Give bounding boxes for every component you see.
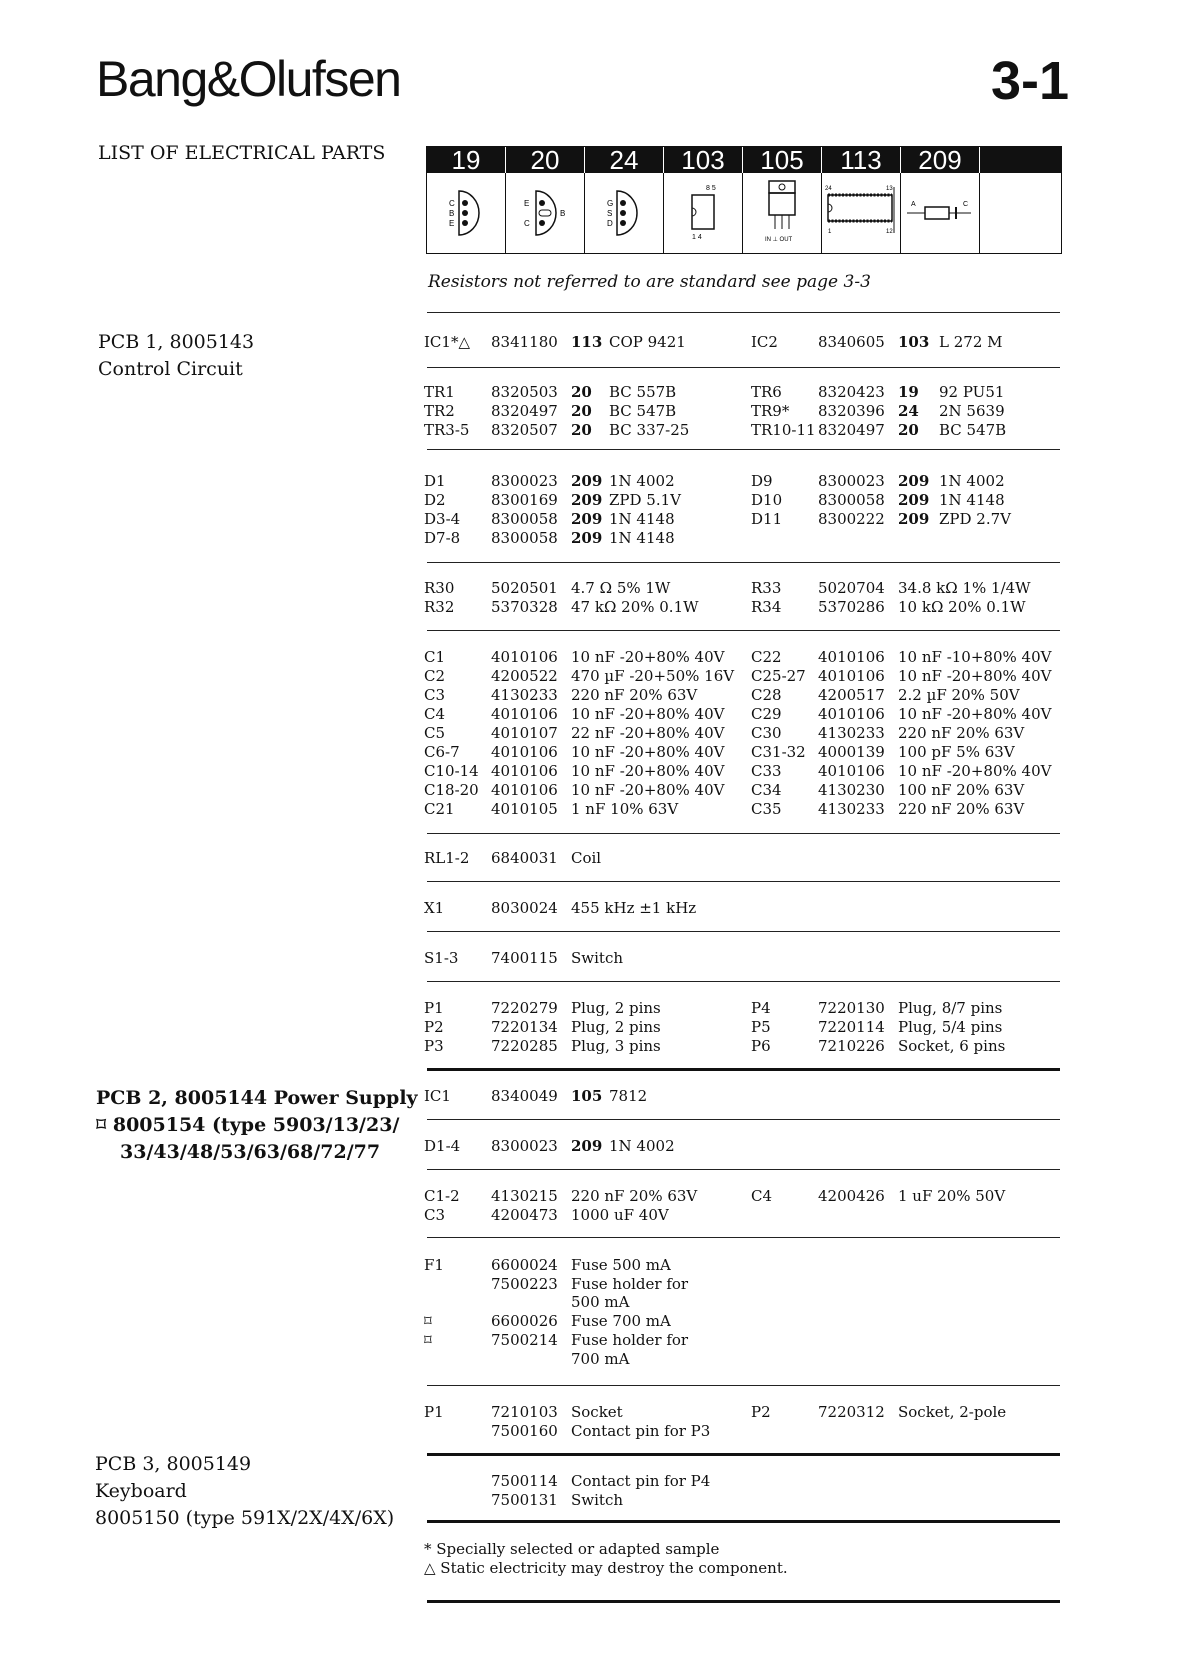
pkg-header-20: 20 bbox=[506, 147, 585, 173]
part-no-cell: 8320507 bbox=[491, 421, 558, 439]
value2-cell: Plug, 8/7 pins bbox=[898, 999, 1003, 1017]
value2-cell: Socket, 2-pole bbox=[898, 1403, 1007, 1421]
ref2-cell: C28 bbox=[751, 686, 782, 704]
ref-cell: C2 bbox=[424, 667, 446, 685]
value-cell: Socket bbox=[571, 1403, 623, 1421]
part-no-cell: 7500214 bbox=[491, 1331, 558, 1349]
part-no-cell: 4010106 bbox=[491, 762, 558, 780]
pkg-cell: 20 bbox=[571, 421, 592, 439]
pin-s-label: S bbox=[607, 209, 613, 218]
section-pcb2-line3: 33/43/48/53/63/68/72/77 bbox=[120, 1141, 381, 1163]
value-cell: Plug, 2 pins bbox=[571, 999, 661, 1017]
pkg-cell: 209 bbox=[571, 1137, 603, 1155]
part-no-cell: 7220279 bbox=[491, 999, 558, 1017]
value-cell: Contact pin for P4 bbox=[571, 1472, 711, 1490]
ref-cell: RL1-2 bbox=[424, 849, 470, 867]
part-no-cell: 8300058 bbox=[491, 529, 558, 547]
part-no-cell: 6840031 bbox=[491, 849, 558, 867]
pkg-header-empty bbox=[980, 147, 1060, 173]
ref-cell: R30 bbox=[424, 579, 455, 597]
pin-c-label: C bbox=[449, 199, 455, 208]
part-no-cell: 8320503 bbox=[491, 383, 558, 401]
diode-icon bbox=[901, 173, 979, 253]
ref2-cell: R33 bbox=[751, 579, 782, 597]
footnote-static: △ Static electricity may destroy the component. bbox=[424, 1559, 788, 1577]
ref2-cell: D9 bbox=[751, 472, 773, 490]
pin-b-label: B bbox=[560, 209, 566, 218]
rule bbox=[427, 367, 1060, 368]
part-no2-cell: 4010106 bbox=[818, 705, 885, 723]
value2-cell: 100 pF 5% 63V bbox=[898, 743, 1015, 761]
rule bbox=[427, 1169, 1060, 1170]
part-no2-cell: 5020704 bbox=[818, 579, 885, 597]
pin-c-label: C bbox=[524, 219, 530, 228]
pkg-header-105: 105 bbox=[743, 147, 822, 173]
part-no-cell: 7220134 bbox=[491, 1018, 558, 1036]
pin-d-label: D bbox=[607, 219, 613, 228]
value-cell: 1N 4148 bbox=[609, 529, 675, 547]
value2-cell: 2N 5639 bbox=[939, 402, 1005, 420]
ref-cell: D1 bbox=[424, 472, 446, 490]
part-no-cell: 7210103 bbox=[491, 1403, 558, 1421]
value-cell: 470 µF -20+50% 16V bbox=[571, 667, 735, 685]
value2-cell: 220 nF 20% 63V bbox=[898, 800, 1025, 818]
value2-cell: ZPD 2.7V bbox=[939, 510, 1011, 528]
ref2-cell: TR10-11 bbox=[751, 421, 816, 439]
pin-label: IN ⊥ OUT bbox=[765, 237, 793, 243]
ref2-cell: P2 bbox=[751, 1403, 771, 1421]
value2-cell: Socket, 6 pins bbox=[898, 1037, 1006, 1055]
ref-cell: R32 bbox=[424, 598, 455, 616]
value-cell: Coil bbox=[571, 849, 602, 867]
page-number: 3-1 bbox=[990, 51, 1069, 111]
part-no-cell: 8300058 bbox=[491, 510, 558, 528]
part-no2-cell: 8320396 bbox=[818, 402, 885, 420]
value-cell: 500 mA bbox=[571, 1293, 630, 1311]
ref2-cell: C25-27 bbox=[751, 667, 806, 685]
part-no-cell: 4200522 bbox=[491, 667, 558, 685]
part-no2-cell: 4200517 bbox=[818, 686, 885, 704]
pin-1-label: 1 bbox=[828, 229, 832, 235]
value2-cell: 34.8 kΩ 1% 1/4W bbox=[898, 579, 1031, 597]
rule bbox=[427, 1385, 1060, 1386]
ref-cell: P2 bbox=[424, 1018, 444, 1036]
rule-thick bbox=[427, 1600, 1060, 1603]
value2-cell: Plug, 5/4 pins bbox=[898, 1018, 1003, 1036]
rule bbox=[427, 881, 1060, 882]
ref2-cell: TR6 bbox=[751, 383, 782, 401]
pkg-cell: 209 bbox=[571, 472, 603, 490]
part-no2-cell: 8300222 bbox=[818, 510, 885, 528]
value-cell: Contact pin for P3 bbox=[571, 1422, 711, 1440]
value-cell: Fuse 700 mA bbox=[571, 1312, 671, 1330]
part-no-cell: 4010106 bbox=[491, 648, 558, 666]
pkg-cell: 209 bbox=[571, 491, 603, 509]
value-cell: 220 nF 20% 63V bbox=[571, 1187, 698, 1205]
rule bbox=[427, 833, 1060, 834]
value-cell: 7812 bbox=[609, 1087, 648, 1105]
part-no2-cell: 7220114 bbox=[818, 1018, 885, 1036]
value2-cell: 2.2 µF 20% 50V bbox=[898, 686, 1020, 704]
pin-g-label: G bbox=[607, 199, 614, 208]
part-no2-cell: 5370286 bbox=[818, 598, 885, 616]
pkg-113-drawing bbox=[822, 173, 901, 253]
value2-cell: 10 nF -10+80% 40V bbox=[898, 648, 1052, 666]
rule-thick bbox=[427, 1453, 1060, 1456]
rule bbox=[427, 1237, 1060, 1238]
pin-24-label: 24 bbox=[825, 186, 832, 192]
section-pcb3 bbox=[95, 1451, 394, 1532]
value-cell: Switch bbox=[571, 1491, 624, 1509]
footnote-selected: * Specially selected or adapted sample bbox=[424, 1540, 720, 1558]
value-cell: 1000 uF 40V bbox=[571, 1206, 669, 1224]
value-cell: 1N 4002 bbox=[609, 1137, 675, 1155]
rule-thick bbox=[427, 1068, 1060, 1071]
ref2-cell: C35 bbox=[751, 800, 782, 818]
dil24-icon bbox=[822, 173, 900, 253]
section-pcb2-title: PCB 2, 8005144 Power Supply bbox=[96, 1087, 418, 1109]
part-no2-cell: 4010106 bbox=[818, 648, 885, 666]
pkg2-cell: 103 bbox=[898, 333, 930, 351]
ref2-cell: C22 bbox=[751, 648, 782, 666]
pin-e-label: E bbox=[524, 199, 530, 208]
ref-cell: TR2 bbox=[424, 402, 455, 420]
ref-cell: C21 bbox=[424, 800, 455, 818]
part-no-cell: 4010106 bbox=[491, 781, 558, 799]
value2-cell: L 272 M bbox=[939, 333, 1003, 351]
to220-icon bbox=[743, 173, 821, 253]
rule bbox=[427, 931, 1060, 932]
value2-cell: 10 kΩ 20% 0.1W bbox=[898, 598, 1026, 616]
ref-cell: IC1 bbox=[424, 1087, 451, 1105]
ref-cell: C18-20 bbox=[424, 781, 479, 799]
value-cell: COP 9421 bbox=[609, 333, 686, 351]
value-cell: 220 nF 20% 63V bbox=[571, 686, 698, 704]
part-no-cell: 4130233 bbox=[491, 686, 558, 704]
value2-cell: 10 nF -20+80% 40V bbox=[898, 762, 1052, 780]
section-pcb3-line2: Keyboard bbox=[95, 1480, 187, 1502]
part-no2-cell: 4130230 bbox=[818, 781, 885, 799]
part-no2-cell: 4130233 bbox=[818, 800, 885, 818]
pkg-105-drawing bbox=[743, 173, 822, 253]
pin-b-label: B bbox=[449, 209, 455, 218]
ref-cell: C1 bbox=[424, 648, 446, 666]
part-no2-cell: 8320423 bbox=[818, 383, 885, 401]
ref2-cell: P5 bbox=[751, 1018, 771, 1036]
value-cell: 22 nF -20+80% 40V bbox=[571, 724, 725, 742]
part-no2-cell: 7210226 bbox=[818, 1037, 885, 1055]
pkg-24-drawing bbox=[585, 173, 664, 253]
ref-cell: C1-2 bbox=[424, 1187, 460, 1205]
pin-bottom-label: 1 4 bbox=[692, 234, 702, 241]
part-no-cell: 7500223 bbox=[491, 1275, 558, 1293]
ref-cell: D1-4 bbox=[424, 1137, 461, 1155]
pkg2-cell: 209 bbox=[898, 510, 930, 528]
ref-cell: TR1 bbox=[424, 383, 455, 401]
pkg-cell: 209 bbox=[571, 529, 603, 547]
ref-cell: F1 bbox=[424, 1256, 444, 1274]
part-no2-cell: 4000139 bbox=[818, 743, 885, 761]
pkg-cell: 209 bbox=[571, 510, 603, 528]
rule-thick bbox=[427, 1520, 1060, 1523]
ref-cell: D3-4 bbox=[424, 510, 461, 528]
pkg-19-drawing bbox=[427, 173, 506, 253]
pkg-header-24: 24 bbox=[585, 147, 664, 173]
part-no-cell: 8340049 bbox=[491, 1087, 558, 1105]
value-cell: 10 nF -20+80% 40V bbox=[571, 781, 725, 799]
ref2-cell: P4 bbox=[751, 999, 771, 1017]
value-cell: 1N 4002 bbox=[609, 472, 675, 490]
part-no-cell: 8300023 bbox=[491, 472, 558, 490]
ref-cell: S1-3 bbox=[424, 949, 459, 967]
value2-cell: 1N 4148 bbox=[939, 491, 1005, 509]
part-no-cell: 4200473 bbox=[491, 1206, 558, 1224]
ref-cell: P3 bbox=[424, 1037, 444, 1055]
part-no-cell: 8300023 bbox=[491, 1137, 558, 1155]
ref-cell: D7-8 bbox=[424, 529, 461, 547]
ref2-cell: C31-32 bbox=[751, 743, 806, 761]
pkg-cell: 20 bbox=[571, 383, 592, 401]
cathode-label: C bbox=[963, 201, 969, 208]
ref-cell: ⌑ bbox=[424, 1331, 432, 1349]
ref2-cell: D10 bbox=[751, 491, 783, 509]
value-cell: 10 nF -20+80% 40V bbox=[571, 705, 725, 723]
pkg-header-113: 113 bbox=[822, 147, 901, 173]
value-cell: 455 kHz ±1 kHz bbox=[571, 899, 697, 917]
to92-ecb-icon bbox=[506, 173, 584, 253]
rule bbox=[427, 630, 1060, 631]
pkg-header-103: 103 bbox=[664, 147, 743, 173]
ref-cell: IC1*△ bbox=[424, 333, 470, 351]
ref-cell: P1 bbox=[424, 999, 444, 1017]
rule bbox=[427, 312, 1060, 313]
pin-12-label: 12 bbox=[886, 229, 893, 235]
part-no-cell: 8320497 bbox=[491, 402, 558, 420]
part-no-cell: 4010107 bbox=[491, 724, 558, 742]
pkg-cell: 113 bbox=[571, 333, 603, 351]
pkg-header-209: 209 bbox=[901, 147, 980, 173]
ref-cell: ⌑ bbox=[424, 1312, 432, 1330]
part-no2-cell: 7220130 bbox=[818, 999, 885, 1017]
ref2-cell: C29 bbox=[751, 705, 782, 723]
value-cell: Fuse 500 mA bbox=[571, 1256, 671, 1274]
pkg-header-19: 19 bbox=[427, 147, 506, 173]
part-no-cell: 5370328 bbox=[491, 598, 558, 616]
part-no-cell: 8300169 bbox=[491, 491, 558, 509]
part-no-cell: 6600026 bbox=[491, 1312, 558, 1330]
pkg2-cell: 20 bbox=[898, 421, 919, 439]
brand-logo: Bang&Olufsen bbox=[96, 51, 401, 107]
part-no2-cell: 8300058 bbox=[818, 491, 885, 509]
part-no2-cell: 4200426 bbox=[818, 1187, 885, 1205]
value-cell: 47 kΩ 20% 0.1W bbox=[571, 598, 699, 616]
pin-top-label: 8 5 bbox=[706, 185, 716, 192]
ref-cell: C3 bbox=[424, 686, 446, 704]
value-cell: 4.7 Ω 5% 1W bbox=[571, 579, 671, 597]
value2-cell: 10 nF -20+80% 40V bbox=[898, 667, 1052, 685]
section-pcb3-title: PCB 3, 8005149 bbox=[95, 1453, 252, 1475]
part-no-cell: 4130215 bbox=[491, 1187, 558, 1205]
ref-cell: C10-14 bbox=[424, 762, 479, 780]
ref2-cell: P6 bbox=[751, 1037, 771, 1055]
value2-cell: 100 nF 20% 63V bbox=[898, 781, 1025, 799]
to92-cbe-icon bbox=[427, 173, 505, 253]
pin-e-label: E bbox=[449, 219, 455, 228]
ref2-cell: R34 bbox=[751, 598, 782, 616]
value-cell: 1 nF 10% 63V bbox=[571, 800, 679, 818]
section-pcb1 bbox=[98, 329, 254, 383]
part-no-cell: 6600024 bbox=[491, 1256, 558, 1274]
part-no2-cell: 4010106 bbox=[818, 667, 885, 685]
part-no-cell: 4010105 bbox=[491, 800, 558, 818]
value2-cell: 1N 4002 bbox=[939, 472, 1005, 490]
value-cell: 10 nF -20+80% 40V bbox=[571, 743, 725, 761]
part-no-cell: 7400115 bbox=[491, 949, 558, 967]
ref2-cell: TR9* bbox=[751, 402, 790, 420]
ref-cell: P1 bbox=[424, 1403, 444, 1421]
section-pcb1-title: PCB 1, 8005143 bbox=[98, 331, 255, 353]
ref-cell: D2 bbox=[424, 491, 446, 509]
section-pcb2 bbox=[96, 1085, 418, 1166]
pkg-209-drawing bbox=[901, 173, 980, 253]
footnotes bbox=[424, 1540, 788, 1578]
pkg2-cell: 209 bbox=[898, 472, 930, 490]
rule bbox=[427, 562, 1060, 563]
pkg-103-drawing bbox=[664, 173, 743, 253]
value-cell: BC 337-25 bbox=[609, 421, 690, 439]
value-cell: Switch bbox=[571, 949, 624, 967]
value2-cell: 92 PU51 bbox=[939, 383, 1005, 401]
part-no2-cell: 8300023 bbox=[818, 472, 885, 490]
part-no-cell: 7220285 bbox=[491, 1037, 558, 1055]
pkg2-cell: 24 bbox=[898, 402, 919, 420]
part-no2-cell: 8320497 bbox=[818, 421, 885, 439]
value-cell: Fuse holder for bbox=[571, 1331, 689, 1349]
ref2-cell: IC2 bbox=[751, 333, 778, 351]
ref-cell: C5 bbox=[424, 724, 446, 742]
value-cell: 10 nF -20+80% 40V bbox=[571, 762, 725, 780]
pkg2-cell: 209 bbox=[898, 491, 930, 509]
value-cell: 10 nF -20+80% 40V bbox=[571, 648, 725, 666]
part-no2-cell: 4010106 bbox=[818, 762, 885, 780]
part-no-cell: 7500114 bbox=[491, 1472, 558, 1490]
value2-cell: BC 547B bbox=[939, 421, 1007, 439]
ref2-cell: C34 bbox=[751, 781, 782, 799]
part-no-cell: 5020501 bbox=[491, 579, 558, 597]
part-no-cell: 8341180 bbox=[491, 333, 558, 351]
ref2-cell: C4 bbox=[751, 1187, 773, 1205]
value-cell: 1N 4148 bbox=[609, 510, 675, 528]
value-cell: ZPD 5.1V bbox=[609, 491, 681, 509]
section-pcb2-line2: ⌑ 8005154 (type 5903/13/23/ bbox=[96, 1114, 400, 1136]
ref-cell: TR3-5 bbox=[424, 421, 470, 439]
pkg-empty-cell bbox=[980, 173, 1060, 253]
ref-cell: C3 bbox=[424, 1206, 446, 1224]
rule bbox=[427, 1119, 1060, 1120]
ref2-cell: C30 bbox=[751, 724, 782, 742]
value-cell: BC 557B bbox=[609, 383, 677, 401]
ref2-cell: D11 bbox=[751, 510, 783, 528]
ref-cell: C6-7 bbox=[424, 743, 460, 761]
value-cell: BC 547B bbox=[609, 402, 677, 420]
rule bbox=[427, 981, 1060, 982]
pkg-cell: 20 bbox=[571, 402, 592, 420]
part-no-cell: 4010106 bbox=[491, 705, 558, 723]
anode-label: A bbox=[911, 201, 916, 208]
value-cell: 700 mA bbox=[571, 1350, 630, 1368]
ref-cell: C4 bbox=[424, 705, 446, 723]
rule bbox=[427, 449, 1060, 450]
part-no-cell: 7500160 bbox=[491, 1422, 558, 1440]
value-cell: Plug, 3 pins bbox=[571, 1037, 661, 1055]
part-no2-cell: 8340605 bbox=[818, 333, 885, 351]
value-cell: Plug, 2 pins bbox=[571, 1018, 661, 1036]
part-no2-cell: 4130233 bbox=[818, 724, 885, 742]
section-pcb1-subtitle: Control Circuit bbox=[98, 358, 243, 380]
ref2-cell: C33 bbox=[751, 762, 782, 780]
ref-cell: X1 bbox=[424, 899, 445, 917]
resistor-note: Resistors not referred to are standard see page 3-3 bbox=[428, 272, 871, 292]
part-no-cell: 8030024 bbox=[491, 899, 558, 917]
part-no-cell: 7500131 bbox=[491, 1491, 558, 1509]
list-title: LIST OF ELECTRICAL PARTS bbox=[98, 142, 386, 164]
to92-gsd-icon bbox=[585, 173, 663, 253]
pin-13-label: 13 bbox=[886, 186, 893, 192]
pkg2-cell: 19 bbox=[898, 383, 919, 401]
pkg-cell: 105 bbox=[571, 1087, 603, 1105]
pkg-20-drawing bbox=[506, 173, 585, 253]
part-no-cell: 4010106 bbox=[491, 743, 558, 761]
section-pcb3-line3: 8005150 (type 591X/2X/4X/6X) bbox=[95, 1507, 395, 1529]
value2-cell: 1 uF 20% 50V bbox=[898, 1187, 1006, 1205]
value2-cell: 220 nF 20% 63V bbox=[898, 724, 1025, 742]
package-outline-table bbox=[426, 146, 1062, 254]
part-no2-cell: 7220312 bbox=[818, 1403, 885, 1421]
value2-cell: 10 nF -20+80% 40V bbox=[898, 705, 1052, 723]
value-cell: Fuse holder for bbox=[571, 1275, 689, 1293]
dil8-icon bbox=[664, 173, 742, 253]
